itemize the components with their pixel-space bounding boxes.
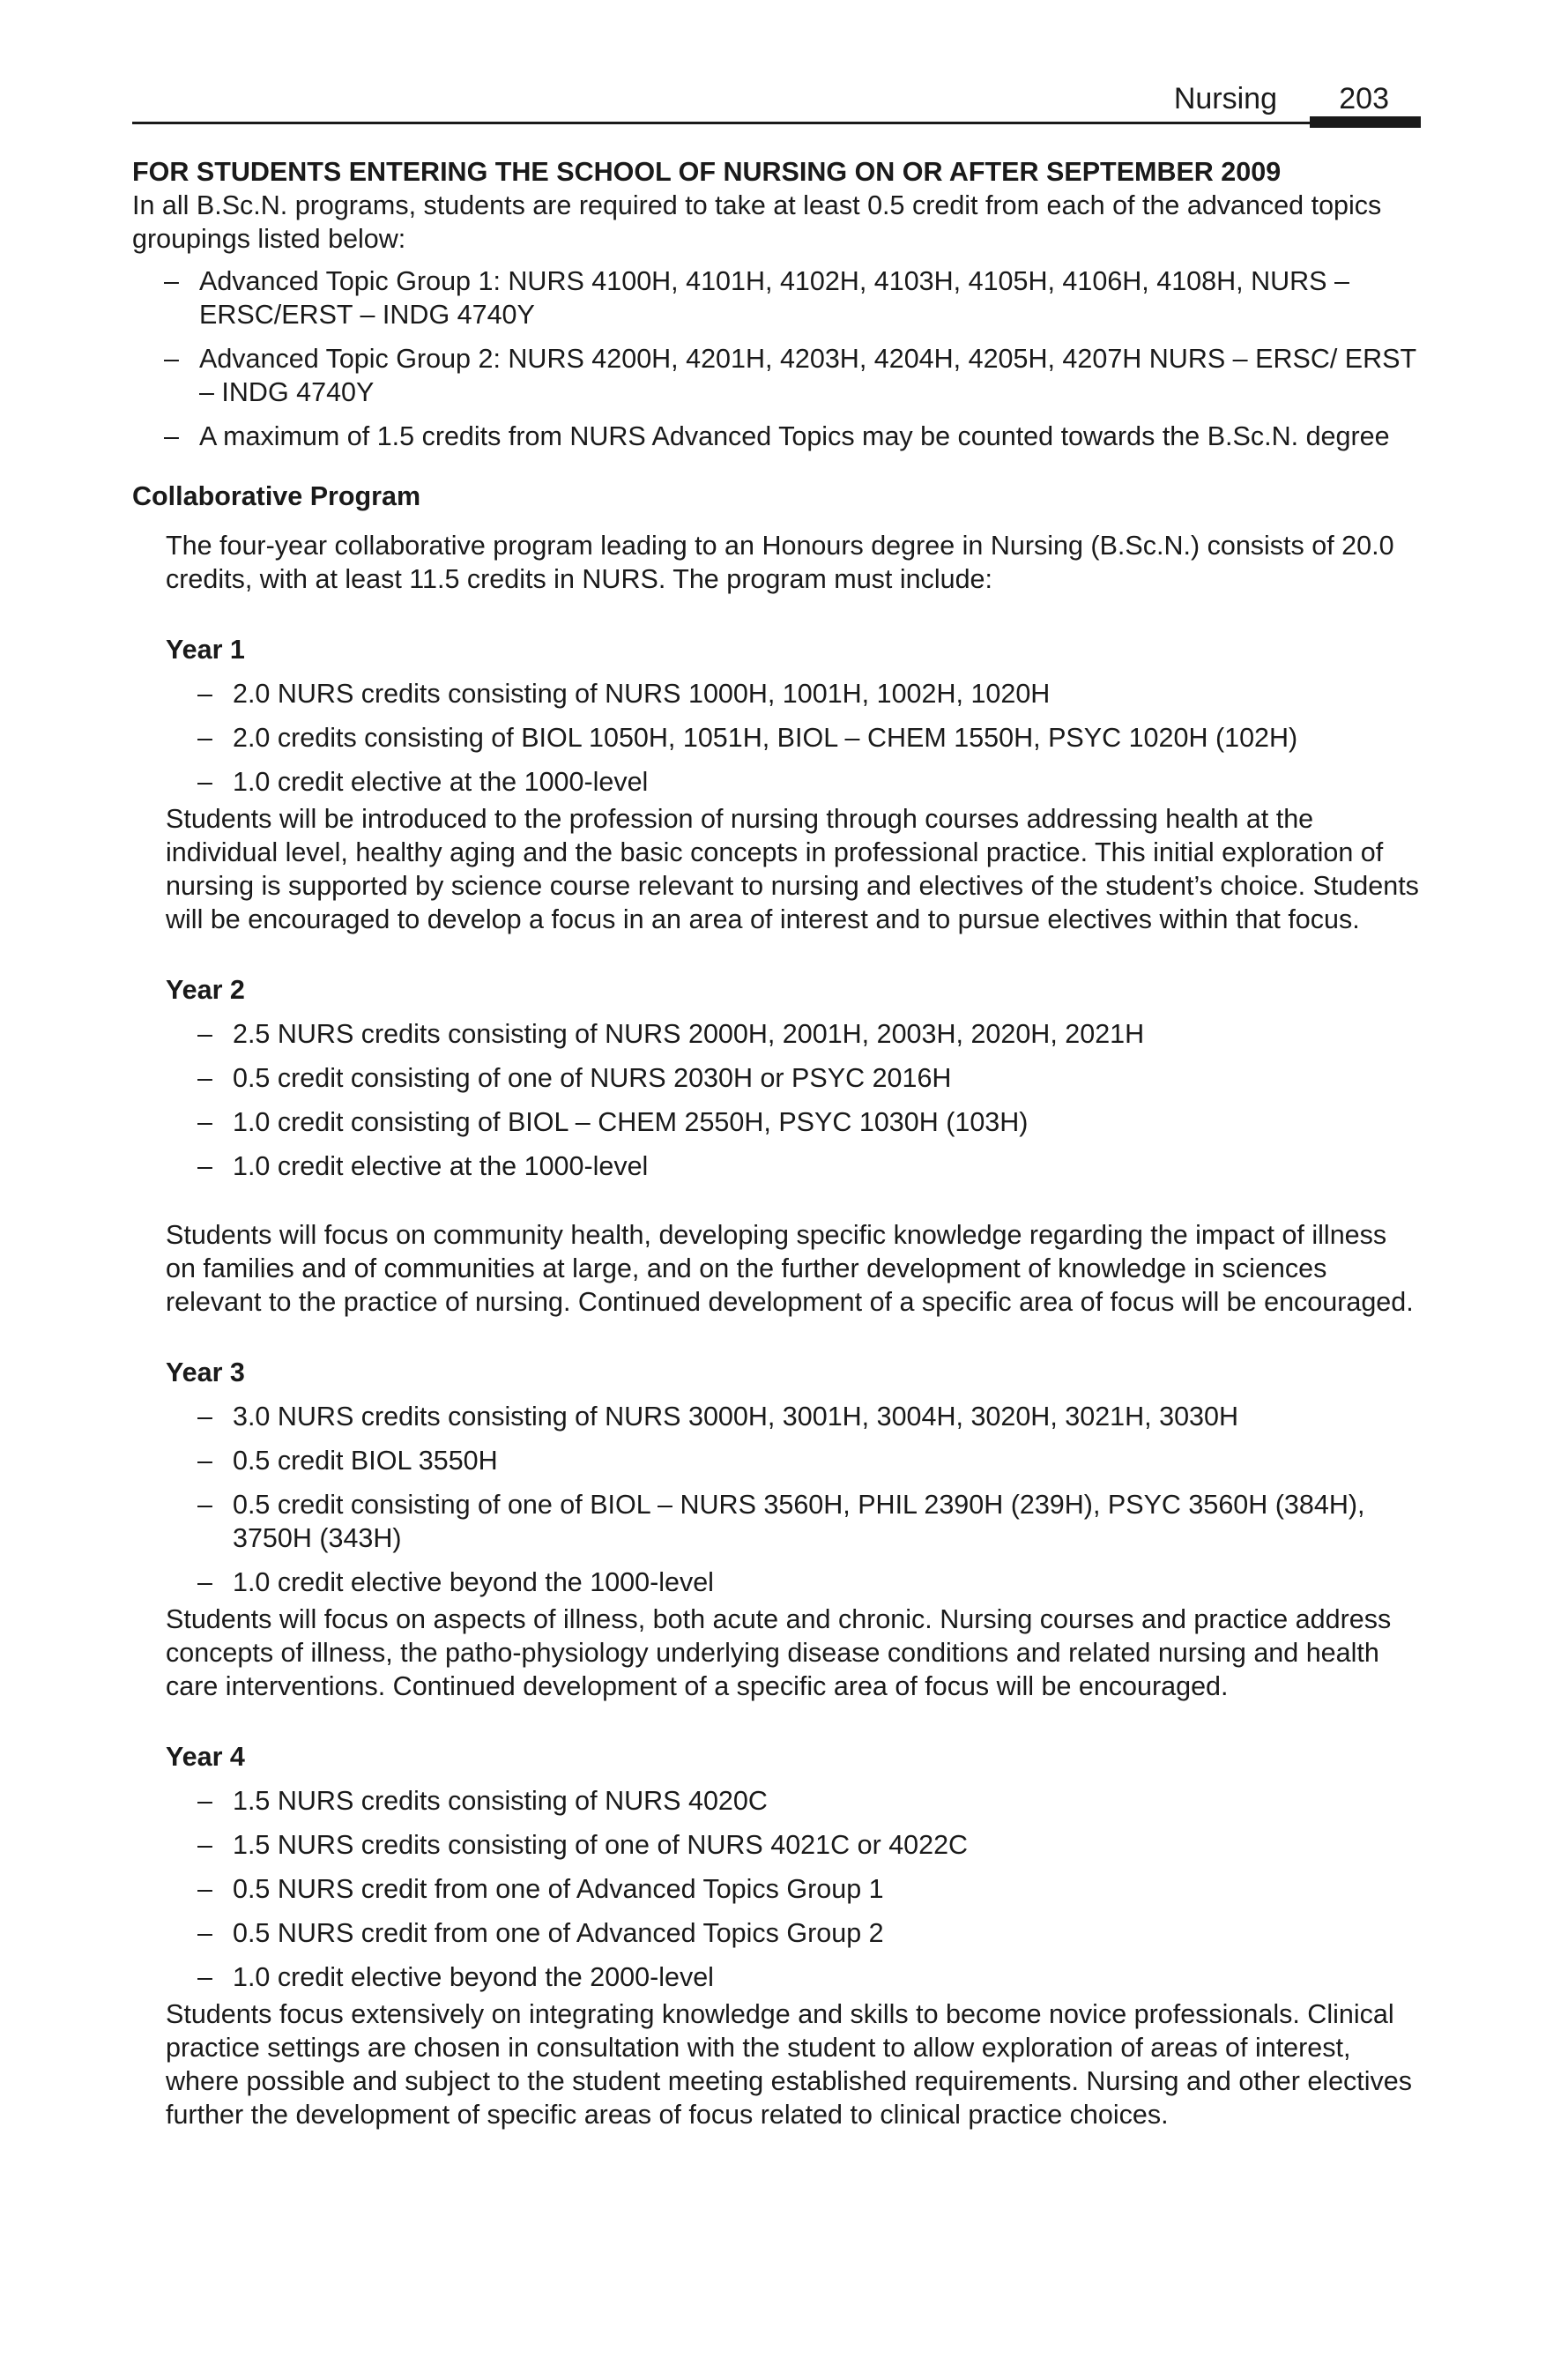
collaborative-body [132,529,1421,2131]
year-description: Students will focus on aspects of illness, both acute and chronic. Nursing courses and practice address concepts of illness, the patho-physiology underlying disease conditions and related nursing and health care interventions. Continued development of a specific area of focus will be encouraged. [166,1604,1392,1701]
collaborative-intro: The four-year collaborative program leading to an Honours degree in Nursing (B.Sc.N.) consists of 20.0 credits, with at least 11.5 credits in NURS. The program must include: [166,531,1394,594]
year-description: Students focus extensively on integrating knowledge and skills to become novice professionals. Clinical practice settings are chosen in consultation with the student to allow exploration of areas of interest, where possible and subject to the student meeting established requirements. Nursing and other electives further the development of specific areas of focus related to clinical practice choices. [166,1999,1412,2130]
year-heading: Year 1 [166,635,245,665]
year-2-list [132,1017,1421,1183]
collaborative-heading: Collaborative Program [132,481,421,511]
year-description: Students will be introduced to the profession of nursing through courses addressing health at the individual level, healthy aging and the basic concepts in professional practice. This initial exploration of nursing is supported by science course relevant to nursing and electives of the student’s choice. Students will be encouraged to develop a focus in an area of interest and to pursue electives within that focus. [166,804,1419,934]
list-item: – Advanced Topic Group 1: NURS 4100H, 4101H, 4102H, 4103H, 4105H, 4106H, 4108H, NURS – ERSC/ERST – INDG 4740Y [132,264,1421,331]
running-header-section: Nursing [1173,82,1277,115]
list-item: – 1.0 credit elective beyond the 2000-level [166,1960,1421,1994]
list-item: – 1.5 NURS credits consisting of one of NURS 4021C or 4022C [166,1828,1421,1862]
year-heading: Year 3 [166,1357,245,1387]
year-4-list [132,1784,1421,1994]
advanced-topics-list [132,264,1421,453]
page-content [132,155,1421,2131]
year-heading: Year 4 [166,1742,245,1772]
running-header [132,81,1421,132]
list-item: – 0.5 credit consisting of one of NURS 2030H or PSYC 2016H [166,1061,1421,1095]
header-page-tab [1310,116,1421,128]
header-rule [132,122,1421,124]
list-item: – 0.5 NURS credit from one of Advanced Topics Group 2 [166,1916,1421,1950]
year-description: Students will focus on community health, developing specific knowledge regarding the impact of illness on families and of communities at large, and on the further development of knowledge in sciences relevant to the practice of nursing. Continued development of a specific area of focus will be encouraged. [166,1220,1414,1317]
list-item: – 0.5 credit BIOL 3550H [166,1444,1421,1477]
list-item: – 1.0 credit elective at the 1000-level [166,1149,1421,1183]
list-item: – A maximum of 1.5 credits from NURS Advanced Topics may be counted towards the B.Sc.N. degree [132,420,1421,453]
list-item: – 3.0 NURS credits consisting of NURS 3000H, 3001H, 3004H, 3020H, 3021H, 3030H [166,1400,1421,1433]
list-item: – 1.0 credit consisting of BIOL – CHEM 2550H, PSYC 1030H (103H) [166,1105,1421,1139]
list-item: – Advanced Topic Group 2: NURS 4200H, 4201H, 4203H, 4204H, 4205H, 4207H NURS – ERSC/ ERST – INDG 4740Y [132,342,1421,409]
list-item: – 0.5 credit consisting of one of BIOL – NURS 3560H, PHIL 2390H (239H), PSYC 3560H (384H), 3750H (343H) [166,1488,1421,1555]
list-item: – 1.5 NURS credits consisting of NURS 4020C [166,1784,1421,1818]
year-1-list [132,677,1421,799]
list-item: – 1.0 credit elective beyond the 1000-level [166,1566,1421,1599]
year-heading: Year 2 [166,975,245,1005]
page-number: 203 [1339,82,1389,115]
list-item: – 2.5 NURS credits consisting of NURS 2000H, 2001H, 2003H, 2020H, 2021H [166,1017,1421,1051]
list-item: – 1.0 credit elective at the 1000-level [166,765,1421,799]
year-3-list [132,1400,1421,1599]
section-intro: In all B.Sc.N. programs, students are required to take at least 0.5 credit from each of the advanced topics groupings listed below: [132,190,1382,254]
list-item: – 2.0 NURS credits consisting of NURS 1000H, 1001H, 1002H, 1020H [166,677,1421,710]
list-item: – 0.5 NURS credit from one of Advanced Topics Group 1 [166,1872,1421,1906]
list-item: – 2.0 credits consisting of BIOL 1050H, 1051H, BIOL – CHEM 1550H, PSYC 1020H (102H) [166,721,1421,755]
section-heading: FOR STUDENTS ENTERING THE SCHOOL OF NURSING ON OR AFTER SEPTEMBER 2009 [132,157,1282,187]
